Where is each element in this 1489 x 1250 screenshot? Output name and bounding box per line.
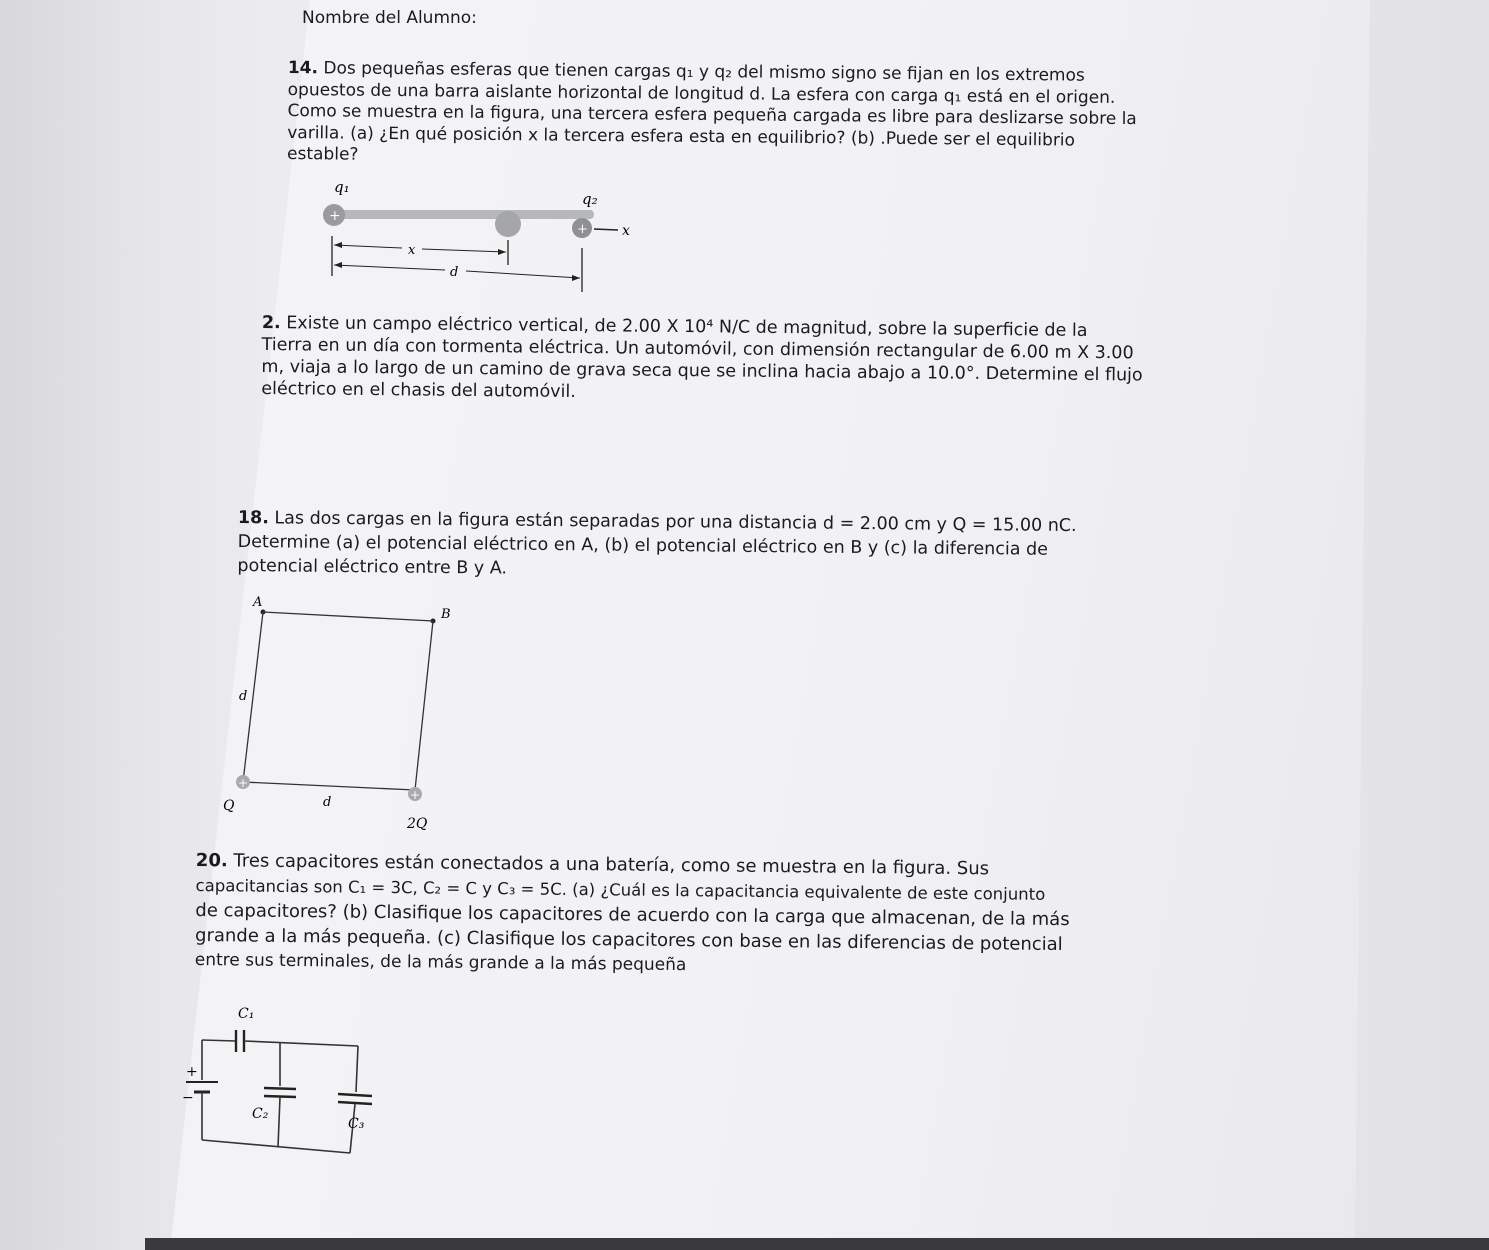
problem-2-line: 2. Existe un campo eléctrico vertical, de 2.00 X 10⁴ N/C de magnitud, sobre la superficie de la — [261, 312, 1088, 341]
dim-d-arrow-left — [334, 262, 342, 268]
problem-18-text — [237, 506, 1076, 586]
student-name-label: Nombre del Alumno: — [302, 8, 477, 28]
dim-x-label: x — [408, 243, 416, 258]
problem-2-line: m, viaja a lo largo de un camino de grava seca que se inclina hacia abajo a 10.0°. Determine el flujo — [261, 356, 1143, 386]
battery-minus: − — [182, 1090, 194, 1106]
wire-c3-top — [356, 1046, 358, 1092]
problem-20-text — [195, 848, 1071, 982]
dim-d-line-right — [466, 271, 580, 278]
label-C3: C₃ — [348, 1116, 365, 1132]
dim-d-label: d — [450, 265, 459, 280]
problem-14-text — [287, 58, 1137, 174]
problem-20-line: grande a la más pequeña. (c) Clasifique los capacitores con base en las diferencias de potencial — [194, 924, 1063, 956]
dim-d-arrow-right — [572, 275, 580, 281]
label-d-bottom: d — [323, 795, 332, 810]
problem-20-line: capacitancias son C₁ = 3C, C₂ = C y C₃ = 5C. (a) ¿Cuál es la capacitancia equivalente de este conjunto — [195, 875, 1046, 904]
dim-d-line-left — [334, 265, 445, 270]
problem-14-line: estable? — [286, 143, 359, 165]
figure-rod-charges — [310, 170, 650, 300]
wire-c2-bottom — [278, 1097, 280, 1147]
problem-14-line: varilla. (a) ¿En qué posición x la tercera esfera esta en equilibrio? (b) .Puede ser el equilibrio — [287, 122, 1076, 151]
square-outline — [243, 612, 433, 790]
dim-x-line-right — [422, 249, 506, 252]
wire-top-right — [244, 1041, 358, 1046]
problem-2-text — [261, 312, 1143, 408]
problem-18-line: Determine (a) el potencial eléctrico en A, (b) el potencial eléctrico en B y (c) la diferencia de — [237, 531, 1049, 560]
capacitor-c3-plate-top — [338, 1094, 372, 1096]
figure-capacitor-circuit — [172, 1000, 372, 1165]
figure-square-charges — [215, 588, 465, 838]
wire-bottom — [202, 1140, 350, 1153]
label-2Q: 2Q — [407, 816, 428, 832]
problem-2-line: eléctrico en el chasis del automóvil. — [261, 378, 576, 403]
label-C2: C₂ — [252, 1106, 269, 1122]
label-B: B — [441, 607, 451, 622]
battery-plus: + — [186, 1064, 198, 1080]
problem-14-line: opuestos de una barra aislante horizontal de longitud d. La esfera con carga q₁ está en el origen. — [287, 79, 1116, 108]
problem-18-line: 18. Las dos cargas en la figura están separadas por una distancia d = 2.00 cm y Q = 15.00 nC. — [237, 507, 1077, 537]
insulating-rod — [332, 210, 594, 219]
sphere-third — [495, 211, 521, 237]
dim-x-line-left — [334, 245, 402, 248]
x-axis-line — [594, 229, 618, 230]
label-C1: C₁ — [238, 1006, 255, 1022]
capacitor-c2-plate-bottom — [264, 1096, 296, 1097]
dim-x-arrow-left — [334, 242, 342, 248]
dim-x-arrow-right — [498, 249, 506, 255]
wire-top-left — [202, 1040, 236, 1041]
charge-2Q-sign: + — [410, 788, 421, 802]
capacitor-c2-plate-top — [264, 1088, 296, 1089]
problem-14-line: Como se muestra en la figura, una tercera esfera pequeña cargada es libre para deslizarse sobre la — [287, 100, 1137, 130]
label-q1: q₁ — [334, 178, 350, 196]
label-d-side: d — [239, 689, 248, 704]
problem-2-line: Tierra en un día con tormenta eléctrica. Un automóvil, con dimensión rectangular de 6.00 m X 3.00 — [261, 334, 1134, 364]
sphere-q1-sign: + — [329, 208, 341, 224]
problem-20-line: 20. Tres capacitores están conectados a una batería, como se muestra en la figura. Sus — [195, 849, 990, 880]
capacitor-c3-plate-bottom — [338, 1102, 372, 1104]
problem-18-line: potencial eléctrico entre B y A. — [237, 555, 508, 579]
problem-14-line: 14. Dos pequeñas esferas que tienen cargas q₁ y q₂ del mismo signo se fijan en los extremos — [287, 58, 1085, 86]
label-A: A — [253, 595, 263, 610]
sphere-q2-sign: + — [577, 222, 588, 237]
label-q2: q₂ — [582, 190, 598, 208]
x-axis-label: x — [622, 223, 630, 239]
table-edge — [145, 1238, 1489, 1250]
problem-20-line: entre sus terminales, de la más grande a la más pequeña — [194, 949, 687, 976]
label-Q: Q — [223, 798, 235, 814]
charge-Q-sign: + — [238, 776, 249, 790]
problem-20-line: de capacitores? (b) Clasifique los capacitores de acuerdo con la carga que almacenan, de la más — [195, 899, 1070, 931]
